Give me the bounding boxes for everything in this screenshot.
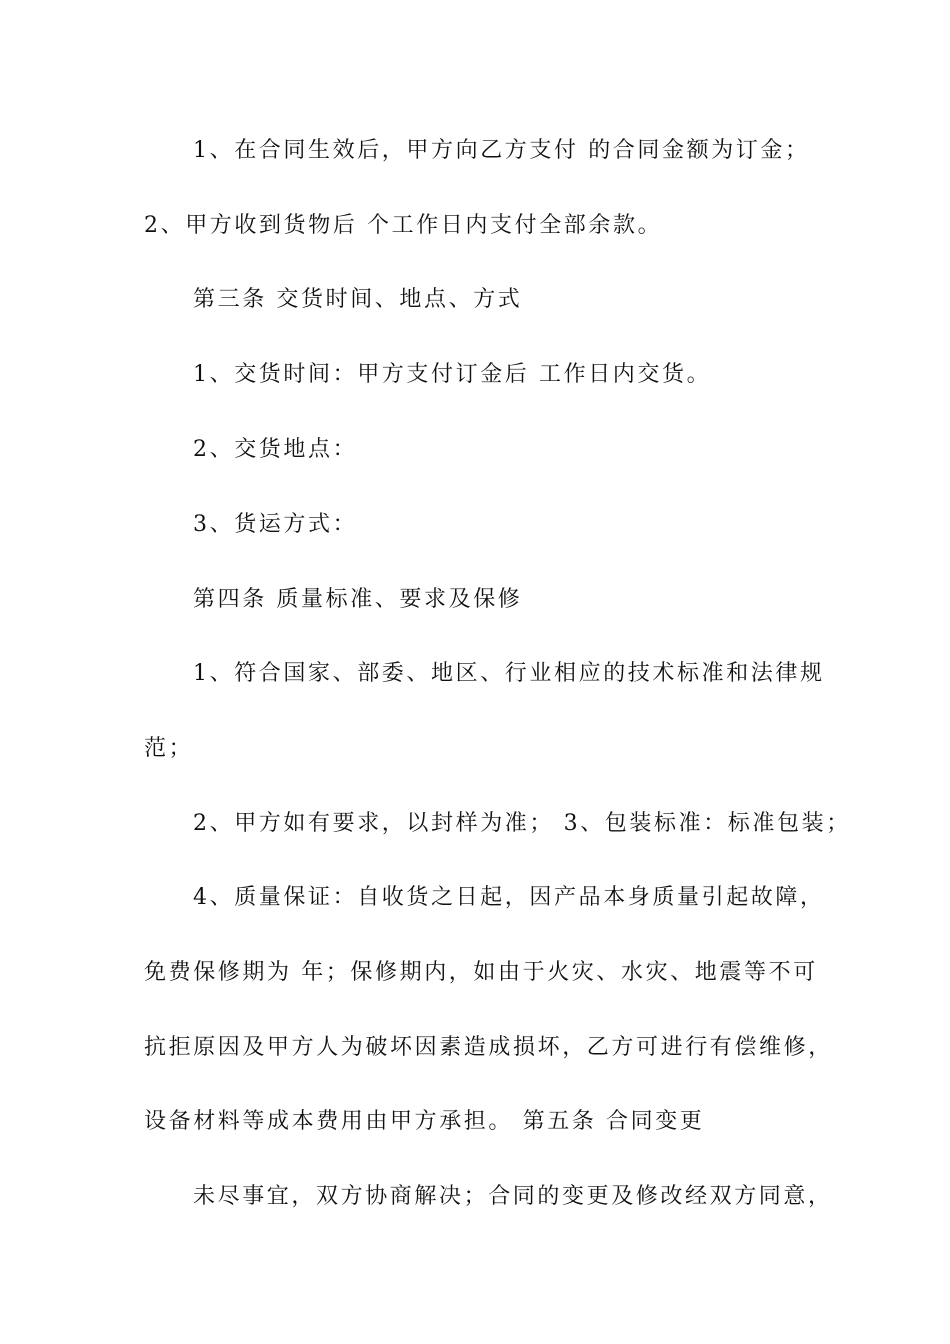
- paragraph-line: 2、甲方如有要求，以封样为准； 3、包装标准：标准包装；: [193, 811, 851, 836]
- paragraph-line: 1、在合同生效后，甲方向乙方支付 的合同金额为订金；: [193, 138, 810, 163]
- paragraph-line: 1、符合国家、部委、地区、行业相应的技术标准和法律规: [193, 661, 825, 686]
- paragraph-line: 未尽事宜，双方协商解决；合同的变更及修改经双方同意，: [193, 1184, 833, 1209]
- paragraph-line: 2、交货地点：: [193, 437, 358, 462]
- paragraph-line: 设备材料等成本费用由甲方承担。 第五条 合同变更: [144, 1109, 705, 1134]
- paragraph-line: 2、甲方收到货物后 个工作日内支付全部余款。: [144, 213, 663, 238]
- paragraph-line: 免费保修期为 年；保修期内，如由于火灾、水灾、地震等不可: [144, 960, 818, 985]
- paragraph-line: 抗拒原因及甲方人为破坏因素造成损坏，乙方可进行有偿维修，: [144, 1035, 833, 1060]
- paragraph-line: 3、货运方式：: [193, 512, 358, 537]
- paragraph-line: 1、交货时间：甲方支付订金后 工作日内交货。: [193, 362, 712, 387]
- section-heading-article-4: 第四条 质量标准、要求及保修: [193, 587, 523, 612]
- paragraph-line: 范；: [144, 736, 194, 761]
- paragraph-line: 4、质量保证：自收货之日起，因产品本身质量引起故障，: [193, 885, 825, 910]
- section-heading-article-3: 第三条 交货时间、地点、方式: [193, 287, 523, 312]
